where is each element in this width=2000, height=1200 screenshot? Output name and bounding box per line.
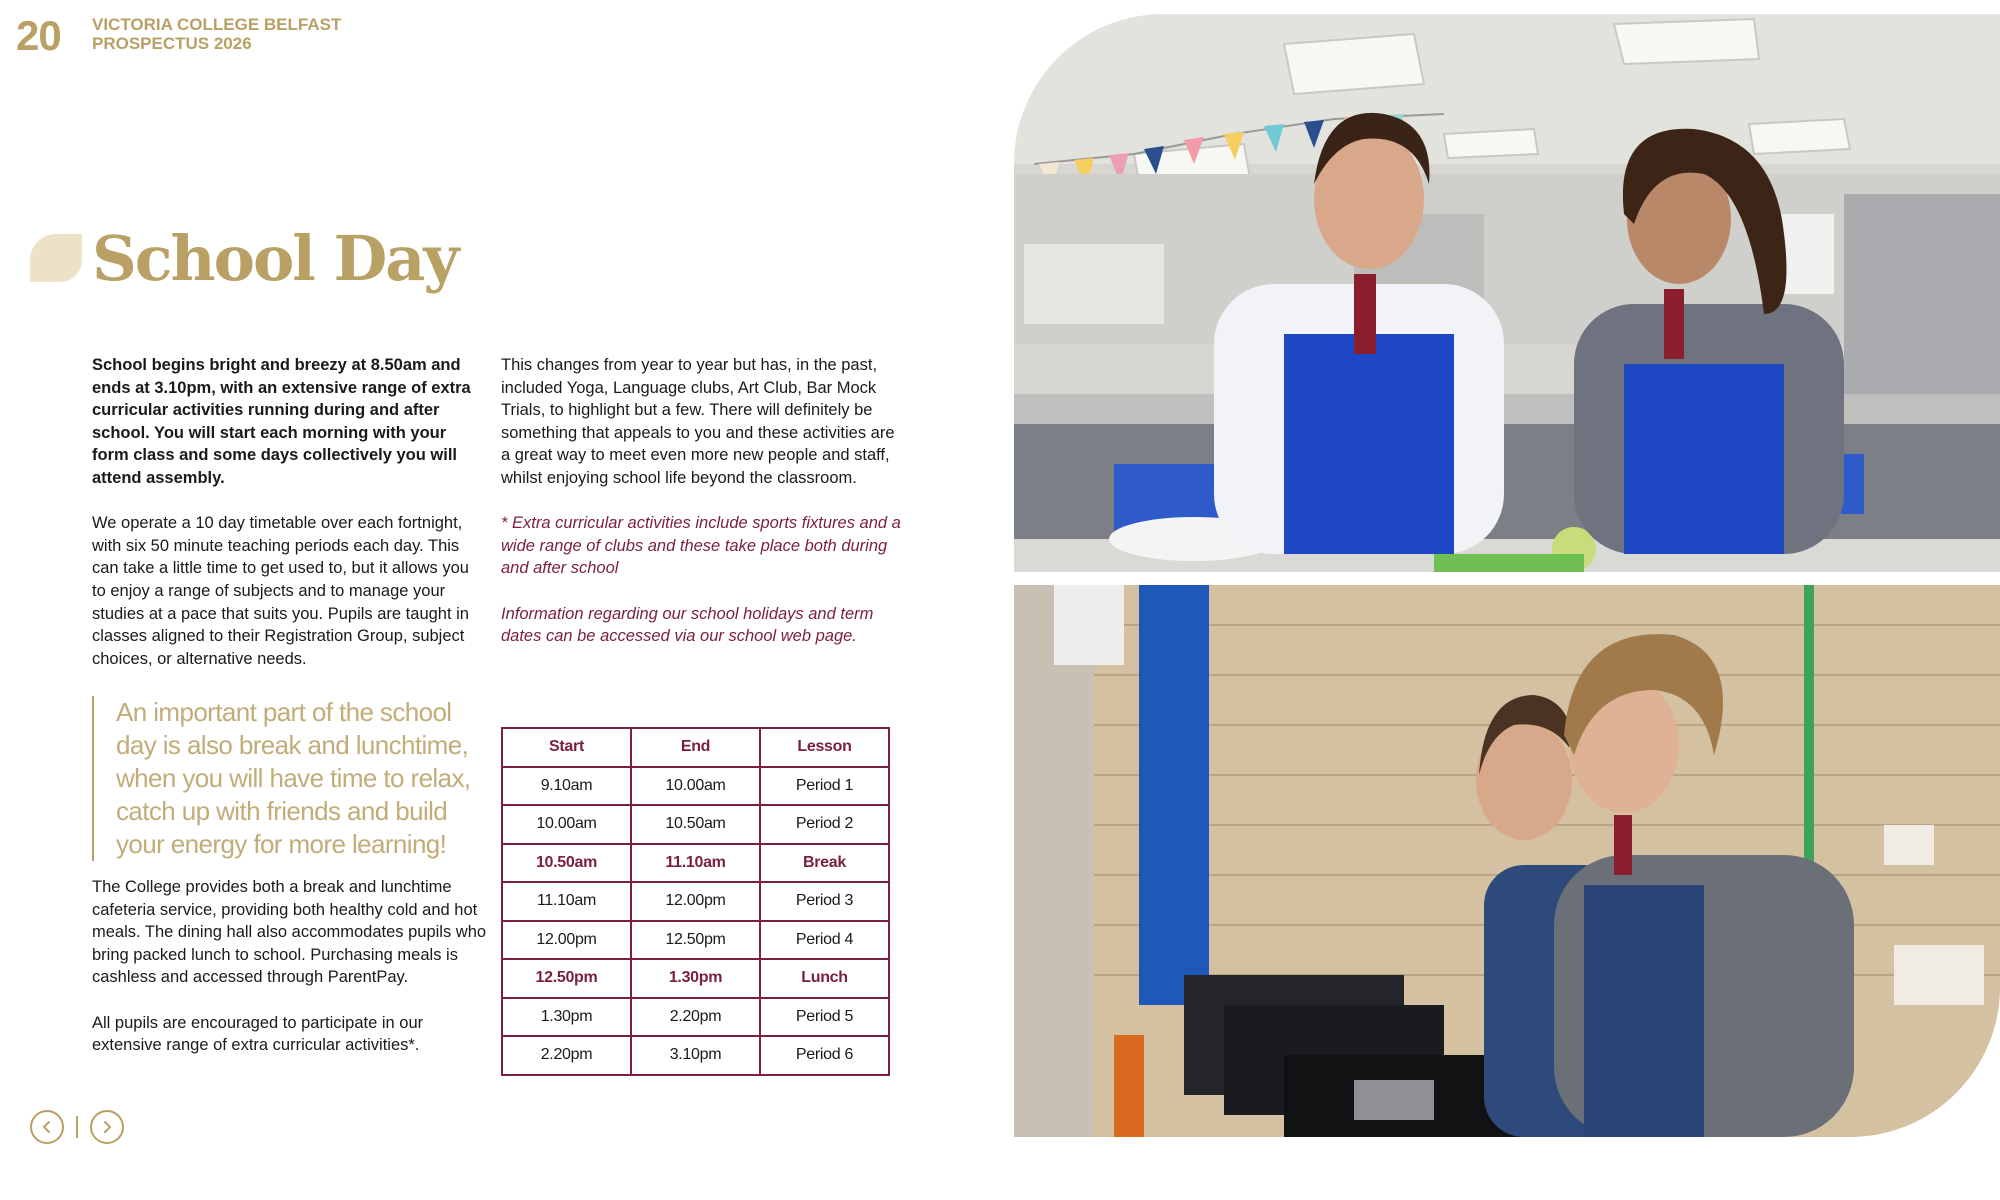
technology-class-photo bbox=[1014, 585, 2000, 1137]
lesson-name: Period 4 bbox=[760, 921, 889, 960]
timetable-row bbox=[502, 1036, 889, 1075]
timetable-row bbox=[502, 998, 889, 1037]
start-time: 2.20pm bbox=[502, 1036, 631, 1075]
chevron-right-icon bbox=[99, 1119, 115, 1135]
page-number: 20 bbox=[16, 12, 61, 59]
start-time: 12.50pm bbox=[502, 959, 631, 998]
end-time: 2.20pm bbox=[631, 998, 760, 1037]
lesson-name: Period 6 bbox=[760, 1036, 889, 1075]
next-page-button[interactable] bbox=[90, 1110, 124, 1144]
timetable-row bbox=[502, 805, 889, 844]
chevron-left-icon bbox=[39, 1119, 55, 1135]
prospectus-year: PROSPECTUS 2026 bbox=[92, 34, 252, 53]
page-title: School Day bbox=[92, 222, 458, 295]
school-name: VICTORIA COLLEGE BELFAST bbox=[92, 15, 342, 34]
start-time: 10.50am bbox=[502, 844, 631, 883]
timetable-header-row bbox=[502, 728, 889, 767]
end-time: 3.10pm bbox=[631, 1036, 760, 1075]
start-time: 11.10am bbox=[502, 882, 631, 921]
end-time: 10.50am bbox=[631, 805, 760, 844]
header-start: Start bbox=[502, 728, 631, 767]
activities-paragraph: This changes from year to year but has, in the past, included Yoga, Language clubs, Art Club, Bar Mock Trials, to highlight but a few. There will definitely be something that appeals to you and these activities are a great way to meet even more new people and staff, whilst enjoying school life beyond the classroom. bbox=[501, 356, 895, 487]
page-navigation bbox=[30, 1110, 124, 1144]
timetable-row-lunch bbox=[502, 959, 889, 998]
lesson-name: Lunch bbox=[760, 959, 889, 998]
technology-class-illustration bbox=[1014, 585, 2000, 1137]
header-end: End bbox=[631, 728, 760, 767]
previous-page-button[interactable] bbox=[30, 1110, 64, 1144]
start-time: 1.30pm bbox=[502, 998, 631, 1037]
title-leaf-shape bbox=[30, 234, 82, 282]
end-time: 11.10am bbox=[631, 844, 760, 883]
start-time: 9.10am bbox=[502, 767, 631, 806]
timetable-row-break bbox=[502, 844, 889, 883]
lesson-name: Period 2 bbox=[760, 805, 889, 844]
timetable-row bbox=[502, 882, 889, 921]
holidays-note: Information regarding our school holidays and term dates can be accessed via our school web page. bbox=[501, 604, 874, 646]
end-time: 1.30pm bbox=[631, 959, 760, 998]
school-day-timetable bbox=[501, 727, 890, 1076]
activities-column bbox=[501, 354, 901, 670]
end-time: 12.00pm bbox=[631, 882, 760, 921]
timetable-row bbox=[502, 921, 889, 960]
cafeteria-paragraph: The College provides both a break and lunchtime cafeteria service, providing both healthy cold and hot meals. The dining hall also accommodates pupils who bring packed lunch to school. Purchasing meals is cashless and accessed through ParentPay. bbox=[92, 878, 487, 987]
lesson-name: Period 3 bbox=[760, 882, 889, 921]
start-time: 10.00am bbox=[502, 805, 631, 844]
lesson-name: Period 1 bbox=[760, 767, 889, 806]
pull-quote: An important part of the school day is also break and lunchtime, when you will have time to relax, catch up with friends and build your energy for more learning! bbox=[92, 696, 482, 861]
cooking-class-photo bbox=[1014, 14, 2000, 572]
navigation-divider bbox=[76, 1116, 78, 1138]
prospectus-header bbox=[92, 15, 341, 53]
extracurricular-footnote: * Extra curricular activities include sports fixtures and a wide range of clubs and these take place both during and after school bbox=[501, 514, 901, 578]
intro-lead-paragraph: School begins bright and breezy at 8.50am and ends at 3.10pm, with an extensive range of extra curricular activities running during and after school. You will start each morning with your form class and some days collectively you will attend assembly. bbox=[92, 356, 471, 487]
cafeteria-column bbox=[92, 876, 487, 1079]
lesson-name: Break bbox=[760, 844, 889, 883]
end-time: 12.50pm bbox=[631, 921, 760, 960]
cooking-class-illustration bbox=[1014, 14, 2000, 572]
start-time: 12.00pm bbox=[502, 921, 631, 960]
header-lesson: Lesson bbox=[760, 728, 889, 767]
lesson-name: Period 5 bbox=[760, 998, 889, 1037]
extracurricular-paragraph: All pupils are encouraged to participate in our extensive range of extra curricular activities*. bbox=[92, 1013, 424, 1055]
intro-column bbox=[92, 354, 487, 693]
timetable-row bbox=[502, 767, 889, 806]
end-time: 10.00am bbox=[631, 767, 760, 806]
timetable-paragraph: We operate a 10 day timetable over each fortnight, with six 50 minute teaching periods each day. This can take a little time to get used to, but it allows you to enjoy a range of subjects and to manage your studies at a pace that suits you. Pupils are taught in classes aligned to their Registration Group, subject choices, or alternative needs. bbox=[92, 514, 469, 668]
